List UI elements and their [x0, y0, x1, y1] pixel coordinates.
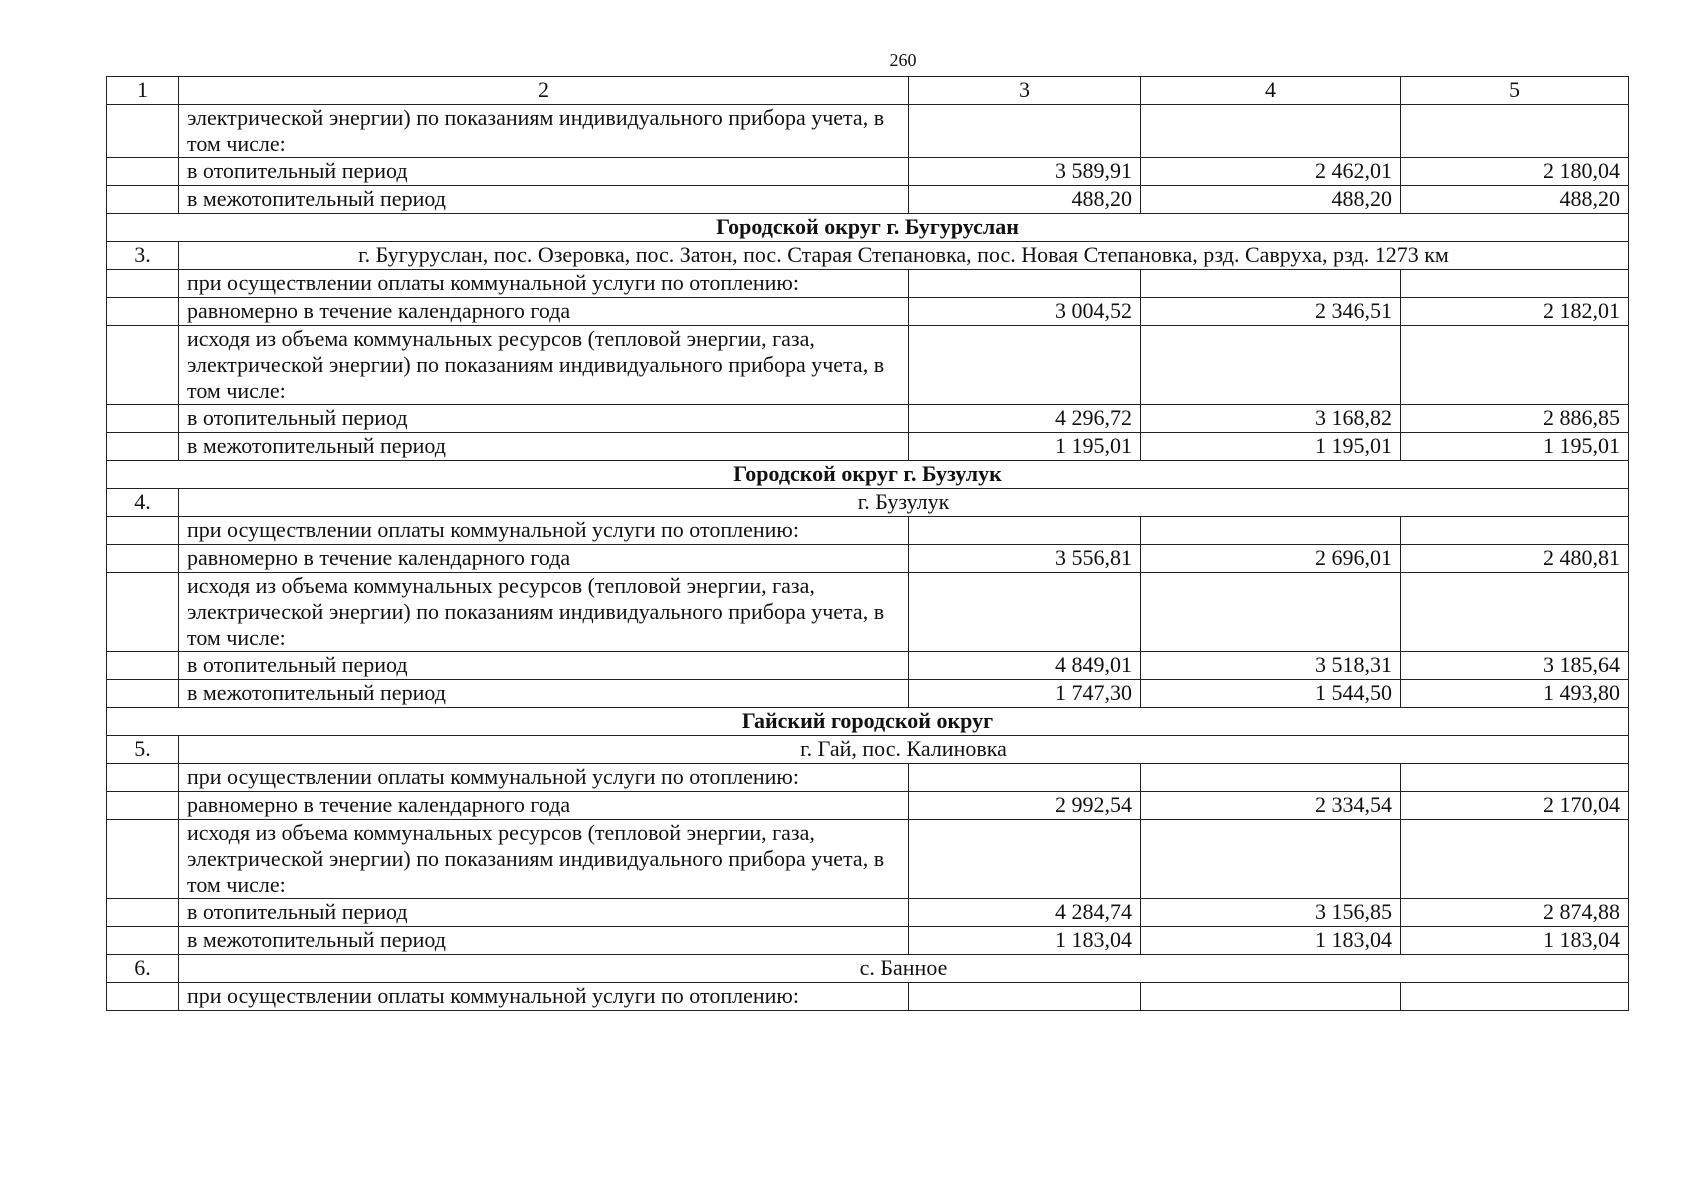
value-cell-5: 1 195,01: [1401, 433, 1629, 461]
value-cell-5: [1401, 326, 1629, 405]
table-row: [107, 405, 1629, 433]
value-cell-4: [1141, 820, 1401, 899]
table-row: [107, 927, 1629, 955]
value-cell-5: 3 185,64: [1401, 652, 1629, 680]
region-header-row: [107, 214, 1629, 242]
row-number-empty: [107, 652, 179, 680]
row-description: при осуществлении оплаты коммунальной услуги по отоплению:: [179, 270, 909, 298]
value-cell-3: [909, 326, 1141, 405]
row-description: в отопительный период: [179, 158, 909, 186]
row-number-empty: [107, 517, 179, 545]
value-cell-3: [909, 517, 1141, 545]
row-description: при осуществлении оплаты коммунальной услуги по отоплению:: [179, 764, 909, 792]
row-number: 5.: [107, 736, 179, 764]
table-row: [107, 326, 1629, 405]
row-number-empty: [107, 186, 179, 214]
header-cell: 1: [107, 77, 179, 105]
value-cell-4: [1141, 517, 1401, 545]
row-number-empty: [107, 105, 179, 158]
row-number-empty: [107, 433, 179, 461]
locality-name: с. Банное: [179, 955, 1629, 983]
row-number-empty: [107, 680, 179, 708]
row-description: равномерно в течение календарного года: [179, 298, 909, 326]
value-cell-5: [1401, 820, 1629, 899]
row-description: в отопительный период: [179, 405, 909, 433]
value-cell-5: 2 180,04: [1401, 158, 1629, 186]
value-cell-3: 488,20: [909, 186, 1141, 214]
table-row: [107, 517, 1629, 545]
value-cell-4: 2 462,01: [1141, 158, 1401, 186]
table-row: [107, 545, 1629, 573]
header-cell: 4: [1141, 77, 1401, 105]
value-cell-4: [1141, 270, 1401, 298]
value-cell-4: [1141, 326, 1401, 405]
table-row: [107, 680, 1629, 708]
value-cell-5: 2 182,01: [1401, 298, 1629, 326]
row-number-empty: [107, 270, 179, 298]
table-row: [107, 433, 1629, 461]
value-cell-4: 1 183,04: [1141, 927, 1401, 955]
value-cell-5: [1401, 270, 1629, 298]
value-cell-3: 1 195,01: [909, 433, 1141, 461]
table-row: [107, 792, 1629, 820]
row-number-empty: [107, 792, 179, 820]
header-cell: 5: [1401, 77, 1629, 105]
value-cell-3: 3 556,81: [909, 545, 1141, 573]
locality-row: [107, 955, 1629, 983]
row-description: при осуществлении оплаты коммунальной услуги по отоплению:: [179, 517, 909, 545]
value-cell-4: [1141, 573, 1401, 652]
value-cell-3: 2 992,54: [909, 792, 1141, 820]
locality-name: г. Бузулук: [179, 489, 1629, 517]
tariff-table: [106, 76, 1629, 1011]
locality-name: г. Гай, пос. Калиновка: [179, 736, 1629, 764]
row-description: исходя из объема коммунальных ресурсов (тепловой энергии, газа, электрической энергии) по показаниям индивидуального прибора учета, в том числе:: [179, 326, 909, 405]
region-header-row: [107, 461, 1629, 489]
tariff-table-body: [107, 77, 1629, 1011]
row-number: 6.: [107, 955, 179, 983]
value-cell-3: [909, 983, 1141, 1011]
table-row: [107, 764, 1629, 792]
locality-row: [107, 736, 1629, 764]
header-cell: 3: [909, 77, 1141, 105]
locality-row: [107, 489, 1629, 517]
row-description: в межотопительный период: [179, 186, 909, 214]
value-cell-5: 2 886,85: [1401, 405, 1629, 433]
value-cell-3: 1 183,04: [909, 927, 1141, 955]
row-number-empty: [107, 545, 179, 573]
region-title: Городской округ г. Бузулук: [107, 461, 1629, 489]
row-description: в межотопительный период: [179, 927, 909, 955]
region-title: Гайский городской округ: [107, 708, 1629, 736]
table-row: [107, 573, 1629, 652]
row-number-empty: [107, 899, 179, 927]
value-cell-4: 1 195,01: [1141, 433, 1401, 461]
page-number: 260: [889, 50, 917, 70]
row-number-empty: [107, 573, 179, 652]
row-description: исходя из объема коммунальных ресурсов (тепловой энергии, газа, электрической энергии) по показаниям индивидуального прибора учета, в том числе:: [179, 820, 909, 899]
value-cell-4: [1141, 983, 1401, 1011]
table-row: [107, 186, 1629, 214]
value-cell-5: [1401, 517, 1629, 545]
row-number-empty: [107, 983, 179, 1011]
value-cell-3: 3 589,91: [909, 158, 1141, 186]
value-cell-3: [909, 820, 1141, 899]
value-cell-3: 1 747,30: [909, 680, 1141, 708]
table-row: [107, 652, 1629, 680]
value-cell-3: [909, 573, 1141, 652]
value-cell-3: 4 849,01: [909, 652, 1141, 680]
table-row: [107, 820, 1629, 899]
locality-row: [107, 242, 1629, 270]
value-cell-3: 3 004,52: [909, 298, 1141, 326]
value-cell-5: [1401, 983, 1629, 1011]
value-cell-3: 4 284,74: [909, 899, 1141, 927]
value-cell-4: 3 156,85: [1141, 899, 1401, 927]
value-cell-5: 1 493,80: [1401, 680, 1629, 708]
value-cell-4: [1141, 764, 1401, 792]
row-number: 4.: [107, 489, 179, 517]
value-cell-4: 2 334,54: [1141, 792, 1401, 820]
row-description: равномерно в течение календарного года: [179, 792, 909, 820]
row-number-empty: [107, 820, 179, 899]
value-cell-3: 4 296,72: [909, 405, 1141, 433]
row-number: 3.: [107, 242, 179, 270]
row-number-empty: [107, 158, 179, 186]
row-number-empty: [107, 764, 179, 792]
table-row: [107, 158, 1629, 186]
value-cell-5: [1401, 105, 1629, 158]
row-description: в отопительный период: [179, 899, 909, 927]
value-cell-3: [909, 105, 1141, 158]
value-cell-4: 2 696,01: [1141, 545, 1401, 573]
table-row: [107, 105, 1629, 158]
row-description: равномерно в течение календарного года: [179, 545, 909, 573]
row-number-empty: [107, 326, 179, 405]
value-cell-4: 1 544,50: [1141, 680, 1401, 708]
table-row: [107, 270, 1629, 298]
row-description: в отопительный период: [179, 652, 909, 680]
row-number-empty: [107, 405, 179, 433]
row-description: исходя из объема коммунальных ресурсов (тепловой энергии, газа, электрической энергии) по показаниям индивидуального прибора учета, в том числе:: [179, 573, 909, 652]
value-cell-3: [909, 764, 1141, 792]
row-description: в межотопительный период: [179, 680, 909, 708]
value-cell-5: [1401, 764, 1629, 792]
value-cell-5: 488,20: [1401, 186, 1629, 214]
row-number-empty: [107, 927, 179, 955]
header-cell: 2: [179, 77, 909, 105]
row-description: электрической энергии) по показаниям индивидуального прибора учета, в том числе:: [179, 105, 909, 158]
value-cell-5: 2 170,04: [1401, 792, 1629, 820]
value-cell-4: 3 518,31: [1141, 652, 1401, 680]
region-header-row: [107, 708, 1629, 736]
value-cell-5: 1 183,04: [1401, 927, 1629, 955]
value-cell-4: 488,20: [1141, 186, 1401, 214]
table-row: [107, 298, 1629, 326]
region-title: Городской округ г. Бугуруслан: [107, 214, 1629, 242]
value-cell-3: [909, 270, 1141, 298]
value-cell-5: 2 874,88: [1401, 899, 1629, 927]
value-cell-4: 2 346,51: [1141, 298, 1401, 326]
row-description: при осуществлении оплаты коммунальной услуги по отоплению:: [179, 983, 909, 1011]
value-cell-5: [1401, 573, 1629, 652]
row-description: в межотопительный период: [179, 433, 909, 461]
value-cell-5: 2 480,81: [1401, 545, 1629, 573]
row-number-empty: [107, 298, 179, 326]
value-cell-4: 3 168,82: [1141, 405, 1401, 433]
locality-name: г. Бугуруслан, пос. Озеровка, пос. Затон, пос. Старая Степановка, пос. Новая Степановка, рзд. Савруха, рзд. 1273 км: [179, 242, 1629, 270]
header-row: [107, 77, 1629, 105]
table-row: [107, 983, 1629, 1011]
table-row: [107, 899, 1629, 927]
value-cell-4: [1141, 105, 1401, 158]
